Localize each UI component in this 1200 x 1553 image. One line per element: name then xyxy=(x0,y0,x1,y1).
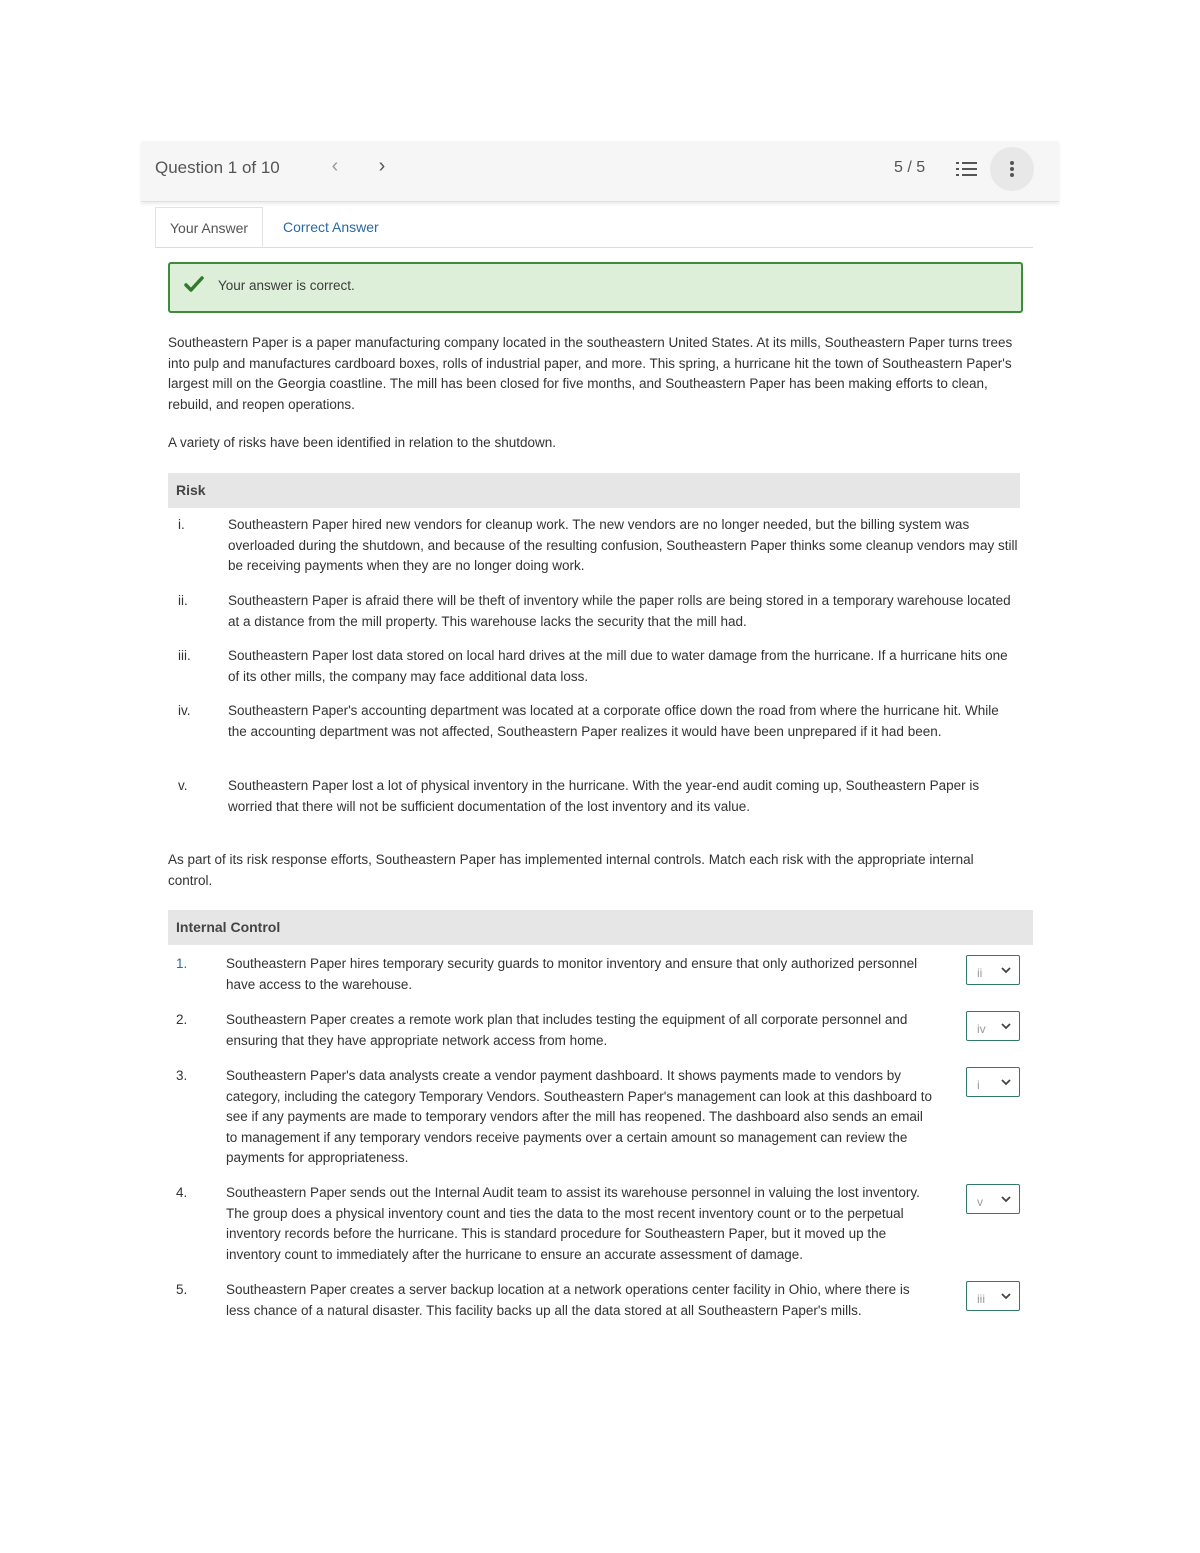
control-text: Southeastern Paper creates a server backup location at a network operations center facility in Ohio, where there is less chance of a natural disaster. This facility backs up all the data stored at all Southeastern Paper's mills. xyxy=(226,1282,910,1318)
risk-number: v. xyxy=(178,778,188,793)
tab-your-answer[interactable]: Your Answer xyxy=(155,207,263,247)
control-row xyxy=(176,1010,1021,1054)
risk-text: Southeastern Paper lost data stored on local hard drives at the mill due to water damage from the hurricane. If a hurricane hits one of its other mills, the company may face additional data loss. xyxy=(228,648,1008,684)
tab-correct-answer[interactable]: Correct Answer xyxy=(283,219,379,235)
control-text: Southeastern Paper's data analysts create a vendor payment dashboard. It shows payments made to vendors by category, including the category Temporary Vendors. Southeastern Paper's management can look at this dashboard to see if any payments are made to temporary vendors after the mill has reopened. The dashboard also sends an email to management if any temporary vendors receive payments over a certain amount so management can review the payments for appropriateness. xyxy=(226,1068,933,1165)
score-label: 5 / 5 xyxy=(894,159,926,176)
checkmark-icon xyxy=(184,275,204,295)
risk-number: iv. xyxy=(178,703,191,718)
control-row xyxy=(176,1183,1021,1267)
risk-number: iii. xyxy=(178,648,191,663)
control-text: Southeastern Paper hires temporary security guards to monitor inventory and ensure that only authorized personnel have access to the warehouse. xyxy=(226,956,918,992)
risk-text: Southeastern Paper is afraid there will be theft of inventory while the paper rolls are being stored in a temporary warehouse located at a distance from the mill property. This warehouse lacks the security that the mill had. xyxy=(228,593,1011,629)
risk-match-select[interactable]: iii xyxy=(966,1281,1020,1311)
control-row xyxy=(176,1066,1021,1170)
risks-intro: A variety of risks have been identified in relation to the shutdown. xyxy=(168,435,556,450)
next-question-button[interactable]: › xyxy=(378,155,386,177)
control-row xyxy=(176,954,1021,998)
answer-tabs xyxy=(155,207,1033,248)
question-card xyxy=(141,141,1059,831)
chevron-down-icon xyxy=(1001,1021,1011,1031)
control-number: 5. xyxy=(176,1282,188,1297)
control-text: Southeastern Paper creates a remote work plan that includes testing the equipment of all corporate personnel and ensuring that they have appropriate network access from home. xyxy=(226,1012,908,1048)
risk-match-select[interactable]: ii xyxy=(966,955,1020,985)
risk-table-header: Risk xyxy=(168,473,1020,508)
correct-answer-alert xyxy=(168,262,1023,313)
risk-text: Southeastern Paper's accounting department was located at a corporate office down the road from where the hurricane hit. While the accounting department was not affected, Southeastern Paper realizes it would have been unprepared if it had been. xyxy=(228,703,999,739)
chevron-down-icon xyxy=(1001,1194,1011,1204)
control-table-header: Internal Control xyxy=(168,910,1033,945)
risk-number: i. xyxy=(178,517,185,532)
more-options-icon[interactable] xyxy=(990,147,1034,191)
scenario-paragraph: Southeastern Paper is a paper manufacturing company located in the southeastern United States. At its mills, Southeastern Paper turns trees into pulp and manufactures cardboard boxes, rolls of industrial paper, and more. This spring, a hurricane hit the town of Southeastern Paper's largest mill on the Georgia coastline. The mill has been closed for five months, and Southeastern Paper has been making efforts to clean, rebuild, and reopen operations. xyxy=(168,335,1013,412)
risk-match-select[interactable]: i xyxy=(966,1067,1020,1097)
chevron-down-icon xyxy=(1001,965,1011,975)
control-text: Southeastern Paper sends out the Internal Audit team to assist its warehouse personnel in valuing the lost inventory. The group does a physical inventory count and ties the data to the most recent inventory count or to the perpetual inventory records before the hurricane. This is standard procedure for Southeastern Paper, but it moved up the inventory count to immediately after the hurricane to ensure an accurate assessment of damage. xyxy=(226,1185,920,1262)
question-list-icon[interactable] xyxy=(956,159,978,179)
alert-text: Your answer is correct. xyxy=(218,278,355,293)
control-number: 4. xyxy=(176,1185,188,1200)
matching-instruction: As part of its risk response efforts, Southeastern Paper has implemented internal controls. Match each risk with the appropriate internal control. xyxy=(168,852,974,888)
risk-match-select[interactable]: v xyxy=(966,1184,1020,1214)
control-number: 3. xyxy=(176,1068,188,1083)
control-number: 2. xyxy=(176,1012,188,1027)
control-row xyxy=(176,1280,1021,1324)
question-header xyxy=(141,141,1059,202)
previous-question-button[interactable]: ‹ xyxy=(331,155,339,177)
control-number: 1. xyxy=(176,956,188,971)
chevron-down-icon xyxy=(1001,1291,1011,1301)
chevron-down-icon xyxy=(1001,1077,1011,1087)
risk-match-select[interactable]: iv xyxy=(966,1011,1020,1041)
risk-text: Southeastern Paper lost a lot of physical inventory in the hurricane. With the year-end audit coming up, Southeastern Paper is worried that there will not be sufficient documentation of the lost inventory and its value. xyxy=(228,778,980,814)
matching-card xyxy=(141,847,1059,1329)
question-title: Question 1 of 10 xyxy=(155,158,280,177)
risk-number: ii. xyxy=(178,593,188,608)
risk-text: Southeastern Paper hired new vendors for cleanup work. The new vendors are no longer needed, but the billing system was overloaded during the shutdown, and because of the resulting confusion, Southeastern Paper thinks some cleanup vendors may still be receiving payments when they are no longer doing work. xyxy=(228,517,1018,573)
